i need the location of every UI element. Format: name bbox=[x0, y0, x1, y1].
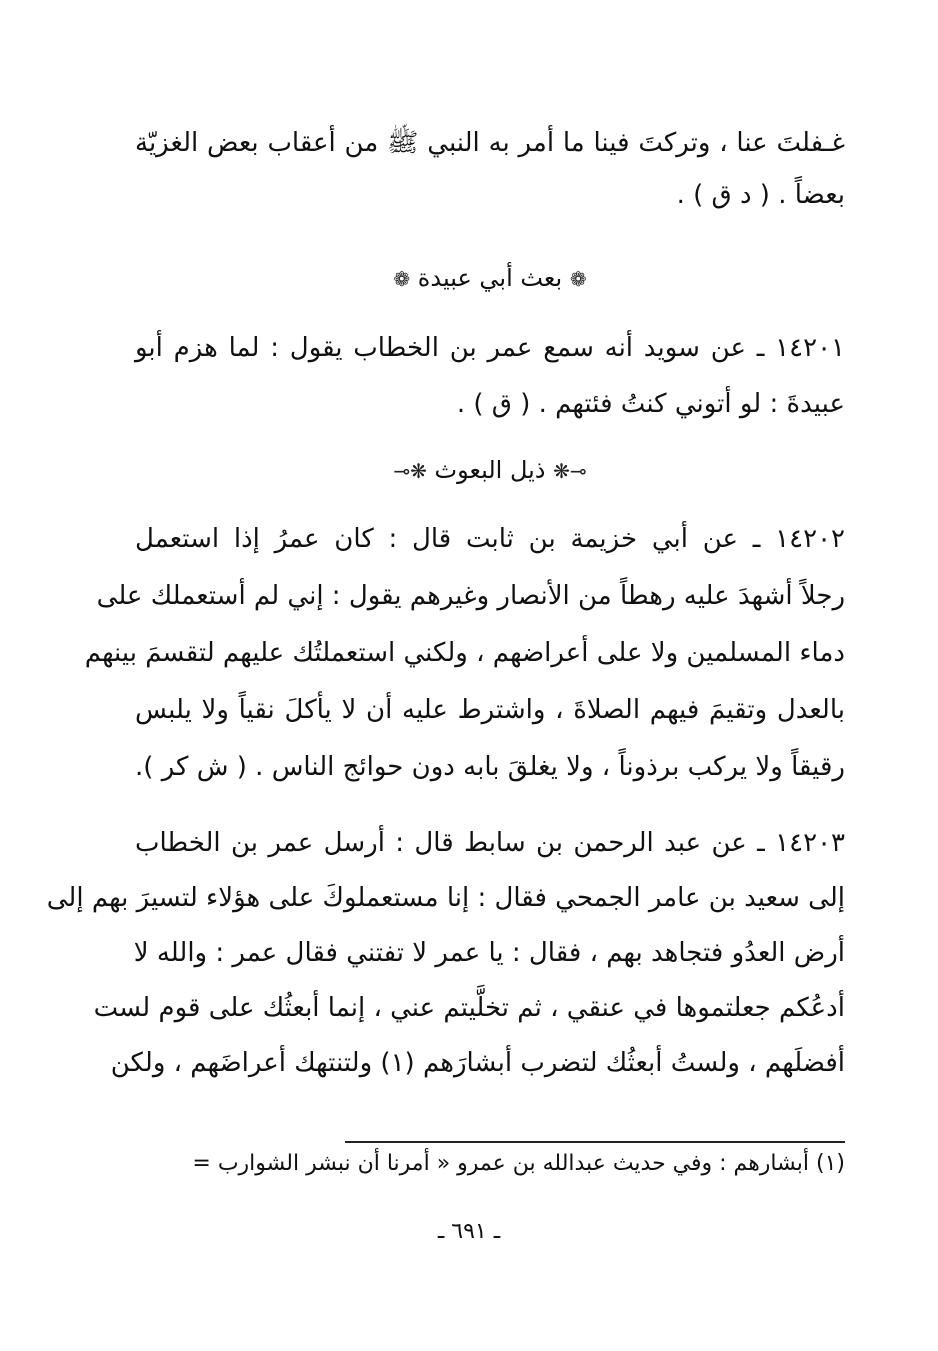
text-line: رقيقاً ولا يركب برذوناً ، ولا يغلقَ بابه دون حوائج الناس . ( ش كر ). bbox=[135, 752, 845, 782]
text-line: بالعدل وتقيمَ فيهم الصلاةَ ، واشترط عليه أن لا يأكلَ نقياً ولا يلبس bbox=[135, 695, 845, 725]
entry-14201 bbox=[135, 333, 845, 419]
ornament-icon: ⊸❋ bbox=[553, 459, 587, 483]
text-line: ١٤٢٠٢ ـ عن أبي خزيمة بن ثابت قال : كان عمرُ إذا استعمل bbox=[135, 524, 845, 554]
page-number: ـ ٦٩١ ـ bbox=[437, 1219, 501, 1244]
text-line: ١٤٢٠١ ـ عن سويد أنه سمع عمر بن الخطاب يقول : لما هزم أبو bbox=[135, 333, 845, 363]
ornament-icon: ❋⟜ bbox=[393, 459, 427, 483]
heading-text: ذيل البعوث bbox=[434, 456, 546, 484]
intro-paragraph bbox=[135, 128, 845, 210]
entry-14202 bbox=[84, 524, 845, 782]
section-heading-abi-ubaida bbox=[135, 263, 845, 294]
ornament-icon: ❁ bbox=[393, 267, 411, 291]
text-line: دماء المسلمين ولا على أعراضهم ، ولكني استعملتُك عليهم لتقسمَ بينهم bbox=[84, 638, 845, 668]
text-line: غـفلتَ عنا ، وتركتَ فينا ما أمر به النبي ﷺ من أعقاب بعض الغزيّة bbox=[135, 128, 845, 158]
heading-text: بعث أبي عبيدة bbox=[417, 264, 563, 292]
footnote-divider bbox=[345, 1141, 845, 1143]
text-line: عبيدةَ : لو أتوني كنتُ فئتهم . ( ق ) . bbox=[456, 389, 845, 419]
text-line: أدعُكم جعلتموها في عنقي ، ثم تخلَّيتم عني ، إنما أبعثُك على قوم لست bbox=[93, 993, 845, 1023]
ornament-icon: ❁ bbox=[569, 267, 587, 291]
text-line: إلى سعيد بن عامر الجمحي فقال : إنا مستعملوكَ على هؤلاء لتسيرَ بهم إلى bbox=[46, 883, 845, 913]
section-heading-dhayl-al-buuth bbox=[135, 455, 845, 486]
entry-14203 bbox=[46, 828, 845, 1078]
text-line: أرض العدُو فتجاهد بهم ، فقال : يا عمر لا تفتني فقال عمر : والله لا bbox=[133, 938, 845, 968]
text-line: أفضلَهم ، ولستُ أبعثُك لتضرب أبشارَهم (١) ولتنتهك أعراضَهم ، ولكن bbox=[110, 1048, 845, 1078]
footnote: (١) أبشارهم : وفي حديث عبدالله بن عمرو « أمرنا أن نبشر الشوارب = bbox=[192, 1151, 845, 1176]
text-line: بعضاً . ( د ق ) . bbox=[676, 180, 845, 210]
text-line: ١٤٢٠٣ ـ عن عبد الرحمن بن سابط قال : أرسل عمر بن الخطاب bbox=[135, 828, 845, 858]
text-line: رجلاً أشهدَ عليه رهطاً من الأنصار وغيرهم يقول : إني لم أستعملك على bbox=[96, 581, 845, 611]
